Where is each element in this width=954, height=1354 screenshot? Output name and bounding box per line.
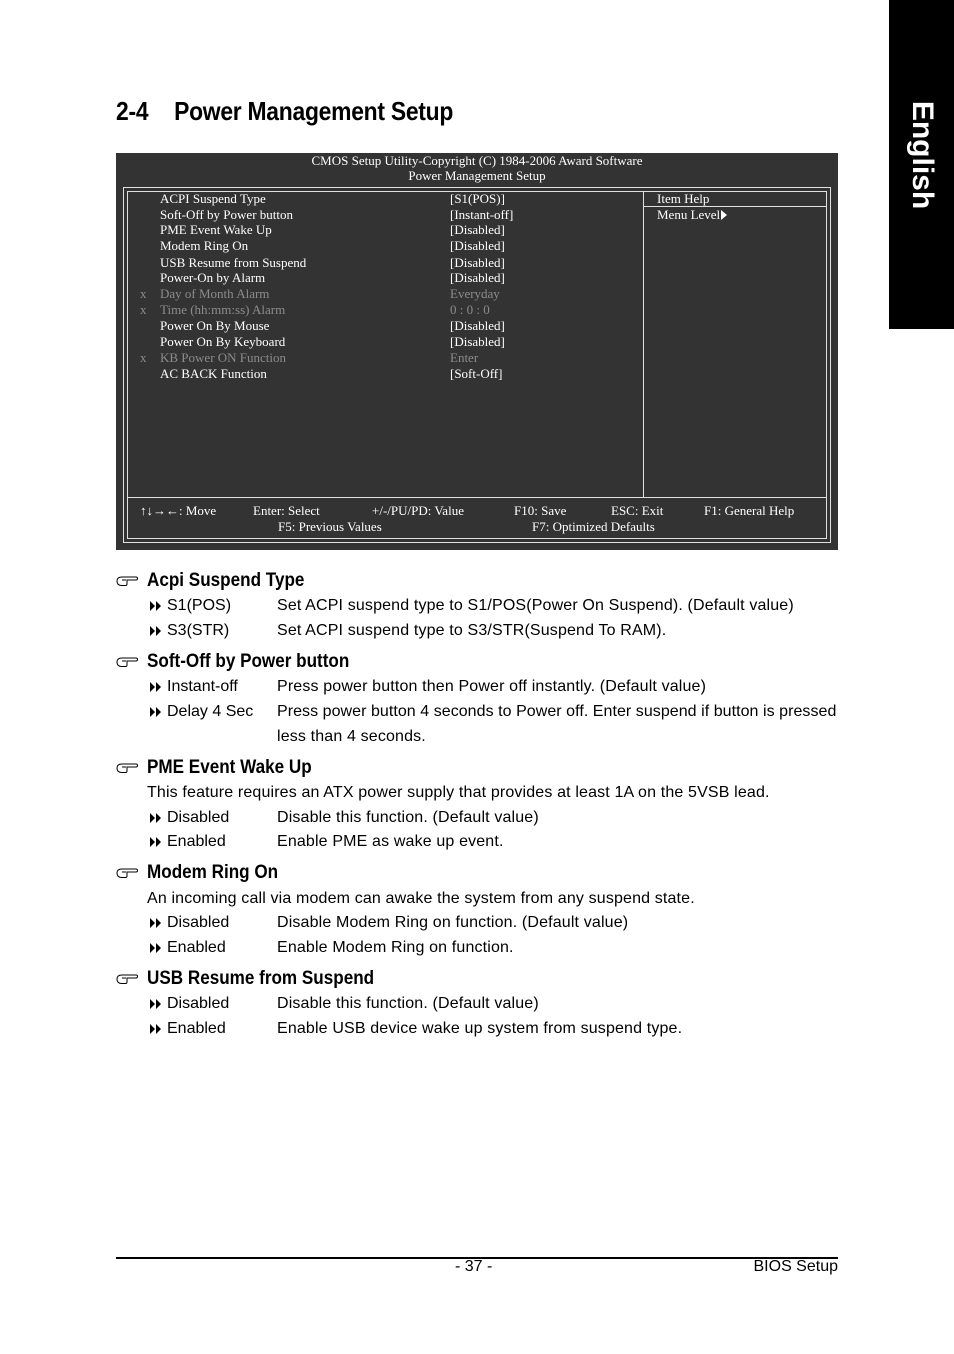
option-desc: Enable Modem Ring on function. bbox=[277, 939, 514, 956]
double-arrow-right-icon bbox=[149, 706, 163, 718]
triangle-right-icon bbox=[721, 210, 727, 220]
option-row bbox=[0, 703, 954, 725]
bios-item-label: Soft-Off by Power button bbox=[160, 207, 294, 222]
bios-item-value: Enter bbox=[450, 350, 479, 365]
pointing-hand-icon bbox=[116, 867, 138, 879]
option-row bbox=[0, 809, 954, 831]
option-name: Enabled bbox=[167, 833, 226, 850]
bios-key-exit: ESC: Exit bbox=[611, 503, 664, 518]
page-number: - 37 - bbox=[455, 1258, 493, 1275]
option-row bbox=[0, 597, 954, 619]
section-title bbox=[116, 96, 453, 127]
bios-item-label: KB Power ON Function bbox=[160, 350, 287, 365]
bios-item-value: Everyday bbox=[450, 286, 500, 301]
double-arrow-right-icon bbox=[149, 917, 163, 929]
double-arrow-right-icon bbox=[149, 998, 163, 1010]
option-desc: Disable this function. (Default value) bbox=[277, 809, 539, 826]
section-number: 2-4 bbox=[116, 96, 149, 126]
bios-header-copyright: CMOS Setup Utility-Copyright (C) 1984-2006 Award Software bbox=[311, 153, 643, 168]
bios-key-optimized: F7: Optimized Defaults bbox=[532, 519, 655, 534]
item-title-modem-ring-on: Modem Ring On bbox=[147, 862, 279, 883]
bios-item-label: Modem Ring On bbox=[160, 238, 249, 253]
bios-item-label: Power On By Keyboard bbox=[160, 334, 286, 349]
bios-divider-vertical bbox=[643, 191, 644, 497]
language-tab bbox=[889, 0, 954, 329]
bios-item-value: [Instant-off] bbox=[450, 207, 514, 222]
item-title-acpi-suspend-type: Acpi Suspend Type bbox=[147, 570, 305, 591]
double-arrow-right-icon bbox=[149, 1023, 163, 1035]
item-title-usb-resume-from-suspend: USB Resume from Suspend bbox=[147, 968, 375, 989]
item-title-pme-event-wake-up: PME Event Wake Up bbox=[147, 757, 312, 778]
bios-item-value: [Soft-Off] bbox=[450, 366, 503, 381]
option-desc: Set ACPI suspend type to S1/POS(Power On Suspend). (Default value) bbox=[277, 597, 794, 614]
section-intro: This feature requires an ATX power supply that provides at least 1A on the 5VSB lead. bbox=[147, 784, 770, 801]
bios-key-value: +/-/PU/PD: Value bbox=[372, 503, 464, 518]
option-name: Disabled bbox=[167, 995, 230, 1012]
bios-item-label: Day of Month Alarm bbox=[160, 286, 270, 301]
bios-item-label: PME Event Wake Up bbox=[160, 222, 272, 237]
bios-item-label: Time (hh:mm:ss) Alarm bbox=[160, 302, 286, 317]
option-row bbox=[0, 995, 954, 1017]
bios-item-value: [Disabled] bbox=[450, 222, 505, 237]
bios-menu-level: Menu Level bbox=[657, 207, 727, 223]
double-arrow-right-icon bbox=[149, 942, 163, 954]
bios-item-label: Power-On by Alarm bbox=[160, 270, 266, 285]
bios-key-save: F10: Save bbox=[514, 503, 567, 518]
bios-divider-horizontal bbox=[127, 497, 827, 498]
language-tab-label: English bbox=[905, 100, 939, 210]
option-desc: Enable USB device wake up system from suspend type. bbox=[277, 1020, 683, 1037]
bios-screen: CMOS Setup Utility-Copyright (C) 1984-2006 Award Software Power Management Setup ACPI Suspend Type [S1(POS)] Soft-Off by Power button [Instant-off] PME Event Wake Up [Disabled] Modem Ring On [Disabled] USB Resume from Suspend [Disabled] Power-On by Alarm [Disabled] x Day of Month Alarm Everyday x Time (hh:mm:ss) Alarm 0 : 0 : 0 Power On By Mouse [Disabled] Power On By Keyboard [Disabled] x KB Power ON Function Enter AC BACK Function [Soft-Off] Item Help Menu Level ↑↓→←: Move Enter: Select +/-/PU/PD: Value F10: Save ESC: Exit F1: General Help F5: Previous Values F7: Optimized Defaults bbox=[116, 153, 838, 550]
bios-item-label: ACPI Suspend Type bbox=[160, 191, 266, 206]
section-title-text: Power Management Setup bbox=[174, 96, 454, 126]
pointing-hand-icon bbox=[116, 762, 138, 774]
bios-item-value: [Disabled] bbox=[450, 318, 505, 333]
option-row-continued bbox=[0, 728, 954, 750]
bios-key-previous: F5: Previous Values bbox=[278, 519, 382, 534]
bios-item-value: [Disabled] bbox=[450, 334, 505, 349]
double-arrow-right-icon bbox=[149, 681, 163, 693]
option-name: Enabled bbox=[167, 939, 226, 956]
option-name: Disabled bbox=[167, 914, 230, 931]
pointing-hand-icon bbox=[116, 973, 138, 985]
option-name: Instant-off bbox=[167, 678, 238, 695]
section-intro: An incoming call via modem can awake the system from any suspend state. bbox=[147, 890, 695, 907]
option-name: S3(STR) bbox=[167, 622, 230, 639]
bios-item-value: [S1(POS)] bbox=[450, 191, 505, 206]
double-arrow-right-icon bbox=[149, 836, 163, 848]
bios-item-label: Power On By Mouse bbox=[160, 318, 270, 333]
option-row bbox=[0, 1020, 954, 1042]
pointing-hand-icon bbox=[116, 656, 138, 668]
option-name: Enabled bbox=[167, 1020, 226, 1037]
item-title-soft-off-by-power-button: Soft-Off by Power button bbox=[147, 651, 350, 672]
pointing-hand-icon bbox=[116, 575, 138, 587]
option-name: Disabled bbox=[167, 809, 230, 826]
option-row bbox=[0, 622, 954, 644]
bios-key-select: Enter: Select bbox=[253, 503, 320, 518]
option-desc: Disable this function. (Default value) bbox=[277, 995, 539, 1012]
option-desc: Enable PME as wake up event. bbox=[277, 833, 504, 850]
double-arrow-right-icon bbox=[149, 812, 163, 824]
option-row bbox=[0, 914, 954, 936]
double-arrow-right-icon bbox=[149, 625, 163, 637]
option-name: Delay 4 Sec bbox=[167, 703, 254, 720]
option-row bbox=[0, 678, 954, 700]
option-row bbox=[0, 833, 954, 855]
bios-key-help: F1: General Help bbox=[704, 503, 795, 518]
option-desc-continued: less than 4 seconds. bbox=[277, 728, 426, 745]
bios-item-label: USB Resume from Suspend bbox=[160, 255, 307, 270]
bios-item-value: [Disabled] bbox=[450, 255, 505, 270]
footer-chapter: BIOS Setup bbox=[753, 1258, 838, 1275]
bios-item-value: 0 : 0 : 0 bbox=[450, 302, 490, 317]
option-desc: Press power button 4 seconds to Power off. Enter suspend if button is pressed bbox=[277, 703, 837, 720]
option-name: S1(POS) bbox=[167, 597, 232, 614]
bios-item-value: [Disabled] bbox=[450, 270, 505, 285]
double-arrow-right-icon bbox=[149, 600, 163, 612]
option-desc: Press power button then Power off instantly. (Default value) bbox=[277, 678, 707, 695]
option-row bbox=[0, 939, 954, 961]
bios-item-help-title: Item Help bbox=[657, 191, 710, 206]
bios-key-move: ↑↓→←: Move bbox=[140, 503, 217, 518]
option-desc: Disable Modem Ring on function. (Default value) bbox=[277, 914, 629, 931]
bios-item-value: [Disabled] bbox=[450, 238, 505, 253]
bios-item-label: AC BACK Function bbox=[160, 366, 267, 381]
bios-header-page: Power Management Setup bbox=[408, 168, 546, 183]
option-desc: Set ACPI suspend type to S3/STR(Suspend To RAM). bbox=[277, 622, 667, 639]
